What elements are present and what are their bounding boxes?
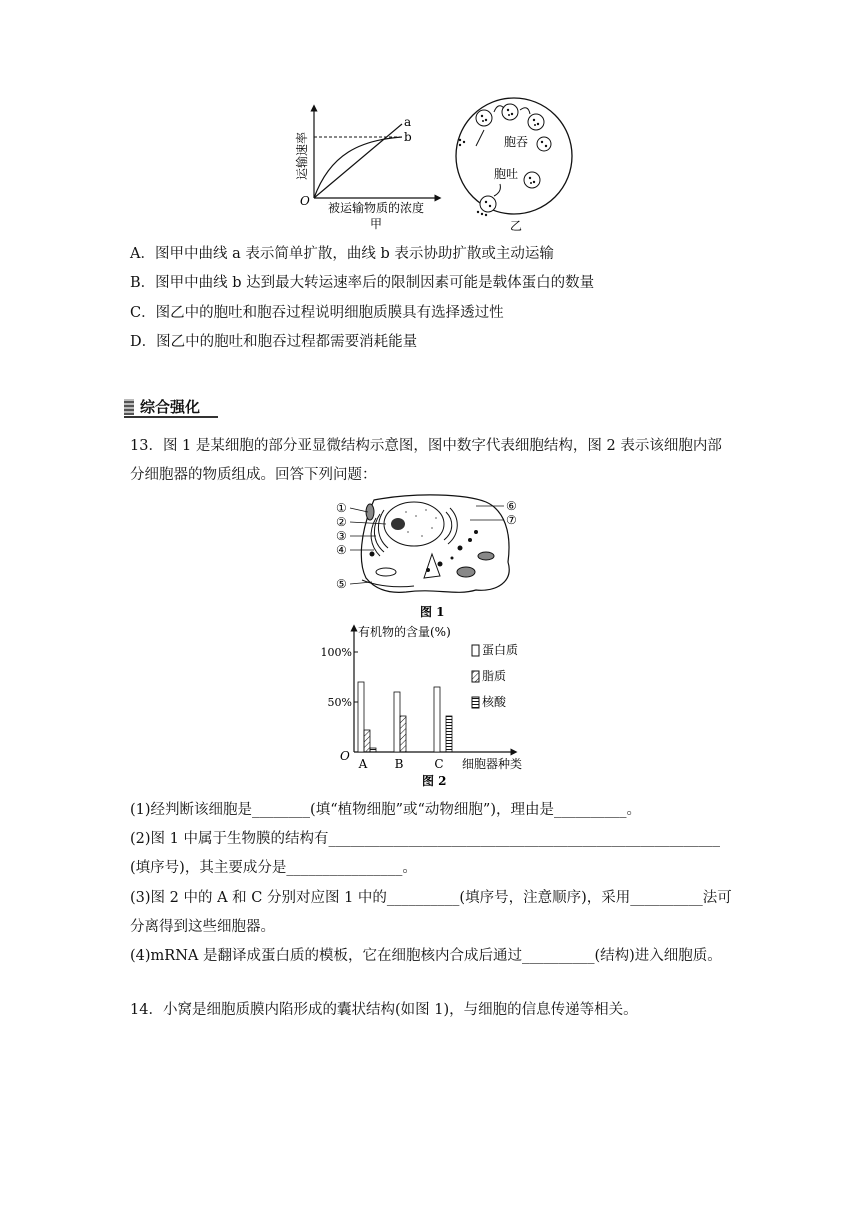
x-tick-B: B: [394, 757, 404, 771]
vesicle: [502, 104, 518, 120]
chart-x-label: 细胞器种类: [462, 757, 523, 771]
q13-sub2-line1: (2)图 1 中属于生物膜的结构有______________________________________________________: [130, 831, 720, 847]
section-title: 综合强化: [140, 398, 201, 416]
q13-stem-line1: 13．图 1 是某细胞的部分亚显微结构示意图，图中数字代表细胞结构，图 2 表示该细胞内部: [130, 438, 722, 454]
q13-sub3-line1: (3)图 2 中的 A 和 C 分别对应图 1 中的__________(填序号，注意顺序)，采用__________法可: [130, 890, 732, 906]
figure-2: [314, 622, 546, 792]
chart-origin: O: [340, 749, 350, 763]
option-b: B．图甲中曲线 b 达到最大转运速率后的限制因素可能是载体蛋白的数量: [130, 275, 595, 291]
exocytosis-label: 胞吐: [494, 167, 519, 181]
bar-A-2: [370, 748, 376, 752]
figure-jia: [290, 104, 450, 232]
x-axis-label: 被运输物质的浓度: [327, 201, 425, 215]
vesicle: [537, 137, 551, 151]
q14-stem: 14．小窝是细胞质膜内陷形成的囊状结构(如图 1)，与细胞的信息传递等相关。: [130, 1002, 638, 1018]
section-bar-icon: [124, 399, 134, 415]
bar-C-2: [446, 716, 452, 752]
legend-swatch-2: [472, 697, 479, 708]
x-tick-C: C: [434, 757, 444, 771]
label-5: ⑤: [336, 577, 347, 591]
vesicle: [476, 110, 492, 126]
figure-1-caption: 图 1: [420, 605, 445, 619]
label-7: ⑦: [506, 513, 517, 527]
figure-yi: [448, 96, 578, 234]
bar-A-1: [364, 730, 370, 752]
section-heading: [124, 397, 216, 417]
x-tick-A: A: [358, 757, 368, 771]
vesicle: [528, 114, 544, 130]
q13-sub3-line2: 分离得到这些细胞器。: [130, 919, 275, 935]
mitochondrion: [457, 567, 475, 577]
curve-a-line: [314, 124, 402, 198]
curve-a-label: a: [404, 115, 412, 129]
nucleolus: [391, 518, 405, 530]
figure-1: [336, 492, 526, 622]
origin-label: O: [300, 194, 310, 208]
bar-A-0: [358, 682, 364, 752]
option-d: D．图乙中的胞吐和胞吞过程都需要消耗能量: [130, 334, 418, 350]
endocytosis-label: 胞吞: [504, 135, 529, 149]
vesicle: [524, 172, 540, 188]
bar-B-0: [394, 692, 400, 752]
y-tick-label: 100%: [320, 646, 352, 659]
bar-C-0: [434, 687, 440, 752]
option-a: A．图甲中曲线 a 表示简单扩散，曲线 b 表示协助扩散或主动运输: [130, 246, 554, 262]
section-rule: [124, 416, 218, 418]
legend-swatch-0: [472, 645, 479, 656]
vesicle: [480, 196, 496, 212]
legend-label-2: 核酸: [482, 695, 507, 709]
figure-2-caption: 图 2: [422, 774, 447, 788]
q13-sub4: (4)mRNA 是翻译成蛋白质的模板，它在细胞核内合成后通过__________(结构)进入细胞质。: [130, 948, 722, 964]
curve-b-label: b: [404, 130, 412, 144]
legend-swatch-1: [472, 671, 479, 682]
figure-jia-caption: 甲: [369, 217, 383, 231]
label-1: ①: [336, 501, 347, 515]
y-axis-label: 运输速率: [295, 131, 309, 181]
chart-y-label: 有机物的含量(%): [358, 625, 451, 639]
legend-label-1: 脂质: [482, 669, 507, 683]
q13-sub2-line2: (填序号)，其主要成分是________________。: [130, 860, 417, 876]
label-6: ⑥: [506, 499, 517, 513]
curve-b-line: [314, 137, 402, 198]
label-2: ②: [336, 515, 347, 529]
q13-sub1: (1)经判断该细胞是________(填“植物细胞”或“动物细胞”)，理由是__________。: [130, 802, 642, 818]
mitochondrion: [376, 568, 396, 576]
label-3: ③: [336, 529, 347, 543]
label-4: ④: [336, 543, 347, 557]
legend-label-0: 蛋白质: [482, 643, 519, 657]
figure-yi-caption: 乙: [510, 219, 523, 233]
option-c: C．图乙中的胞吐和胞吞过程说明细胞质膜具有选择透过性: [130, 305, 504, 321]
y-tick-label: 50%: [327, 696, 352, 709]
bar-B-1: [400, 716, 406, 752]
mitochondrion: [478, 552, 494, 560]
q13-stem-line2: 分细胞器的物质组成。回答下列问题：: [130, 467, 377, 483]
